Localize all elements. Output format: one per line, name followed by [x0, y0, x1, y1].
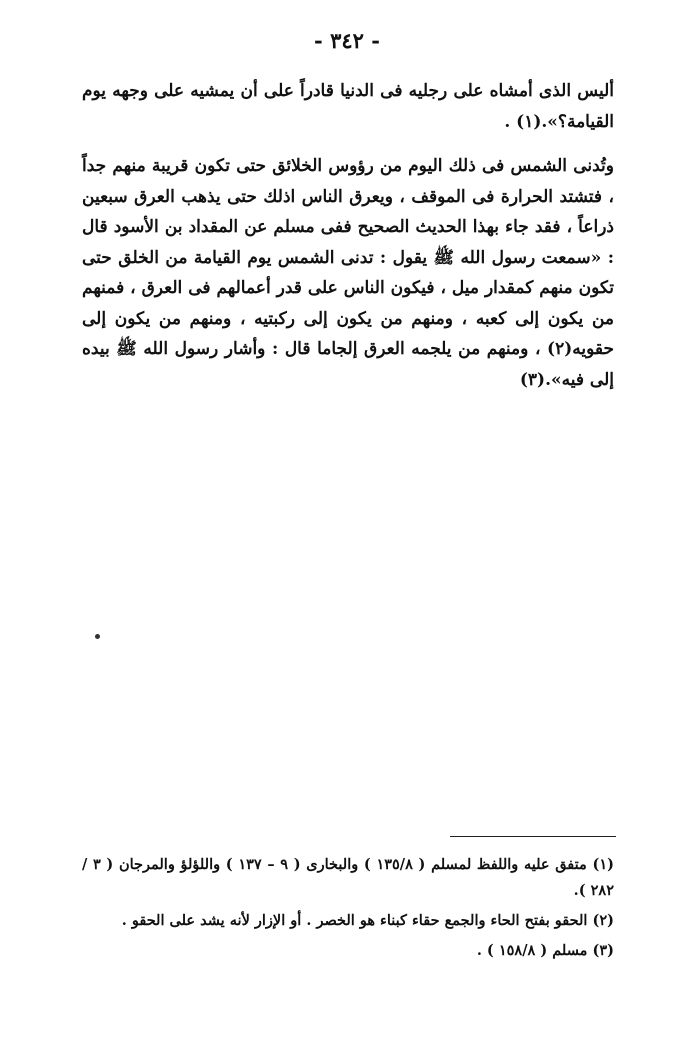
paragraph-1: ألیس الذی أمشاه علی رجلیه فی الدنیا قادراً علی أن یمشیه علی وجهه یوم القیامة؟».(١) . [82, 81, 614, 132]
footnote-2: (٢) الحقو بفتح الحاء والجمع حقاء كبناء هو الخصر . أو الإزار لأنه یشد علی الحقو . [121, 912, 614, 929]
footnotes [82, 852, 614, 968]
paragraph-2: وتُدنی الشمس فی ذلك الیوم من رؤوس الخلائق حتی تكون قریبة منهم جداً ، فتشتد الحرارة فی الموقف ، ویعرق الناس اذلك حتی یذهب العرق سبعین ذراعاً ، فقد جاء بهذا الحدیث الصحیح ففی مسلم عن المقداد بن الأسود قال : «سمعت رسول الله ﷺ یقول : تدنی الشمس یوم القیامة من الخلق حتی تكون منهم كمقدار میل ، فیكون الناس علی قدر أعمالهم فی العرق ، فمنهم من یكون إلی كعبه ، ومنهم من یكون إلی ركبتیه ، ومنهم من یكون إلی حقویه(٢) ، ومنهم من یلجمه العرق إلجاما قال : وأشار رسول الله ﷺ بیده إلی فیه».(٣) [82, 156, 614, 390]
footnote-3: (٣) مسلم ( ١٥٨/٨ ) . [476, 942, 614, 959]
ink-dot [95, 634, 100, 639]
footnote-1: (١) متفق علیه واللفظ لمسلم ( ١٣٥/٨ ) والبخاری ( ٩ – ١٣٧ ) واللؤلؤ والمرجان ( ٣ / ٢٨٢ ). [82, 856, 614, 899]
footnote-separator [450, 836, 616, 837]
main-text [82, 76, 614, 395]
page-number: - ٣٤٢ - [314, 28, 380, 53]
